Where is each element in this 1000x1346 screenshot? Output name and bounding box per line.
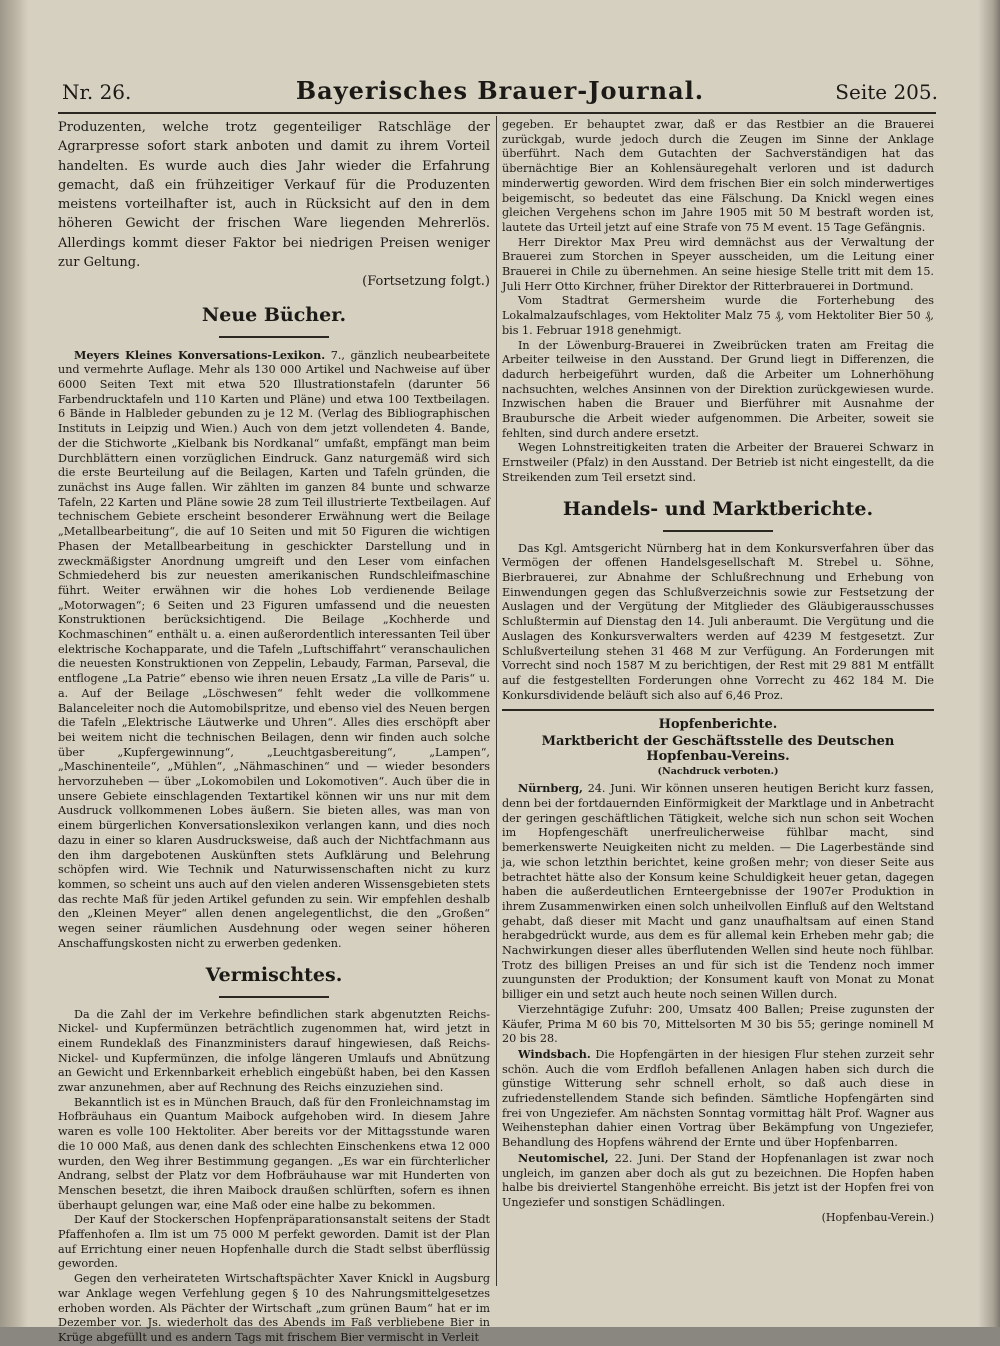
section-title-misc: Vermischtes. [205, 963, 343, 986]
report-place: Neutomischel, [518, 1150, 609, 1165]
continued-note: (Fortsetzung folgt.) [362, 274, 490, 290]
column-divider [496, 116, 497, 1286]
report-text: Die Hopfengärten in der hiesigen Flur stehen zurzeit sehr schön. Auch die vom Erdfloh befallenen Anlagen haben sich durch die günstige Witterung sehr schnell erholt, so daß auch diese in zufriedenstellendem Stande sich befinden. Sämtliche Hopfengärten sind frei von Ungeziefer. Am nächsten Sonntag vormittag hält Prof. Wagner aus Weihenstephan dahier einen Vortrag über Bekämpfung von Ungeziefer, Behandlung des Hopfens während der Ernte und über Hopfenbarren. [502, 1047, 934, 1150]
news-paragraph: Wegen Lohnstreitigkeiten traten die Arbeiter der Brauerei Schwarz in Ernstweiler (Pfalz) in den Ausstand. Der Betrieb ist nicht eingestellt, da die Streikenden zum Teil ersetzt sind. [502, 441, 934, 484]
page-binding-shadow [0, 0, 28, 1327]
page-header [62, 74, 938, 106]
section-rule [663, 530, 773, 532]
reprint-note: (Nachdruck verboten.) [657, 766, 779, 778]
news-paragraph: Vom Stadtrat Germersheim wurde die Forterhebung des Lokalmalzaufschlages, vom Hektoliter Malz 75 ₰, vom Hektoliter Bier 50 ₰, bis 1. Februar 1918 genehmigt. [502, 294, 934, 337]
report-place: Nürnberg, [518, 781, 583, 796]
trade-paragraph: Das Kgl. Amtsgericht Nürnberg hat in dem Konkursverfahren über das Vermögen der offenen Handelsgesellschaft M. Strebel u. Söhne, Bierbrauerei, zur Abnahme der Schlußrechnung und Erhebung von Einwendungen gegen das Schlußverzeichnis sowie zur Festsetzung der Auslagen und der Vergütung der Mitglieder des Gläubigerausschusses Schlußtermin auf Dienstag den 14. Juli anberaumt. Die Vergütung und die Auslagen des Konkursverwalters werden auf 4239 M festgesetzt. Zur Schlußverteilung stehen 31 468 M zur Verfügung. An Forderungen mit Vorrecht sind noch 1587 M zu berichtigen, der Rest mit 29 881 M entfällt auf die festgestellten Forderungen ohne Vorrecht zu 462 184 M. Die Konkursdividende beläuft sich also auf 6,46 Proz. [502, 541, 934, 702]
section-rule [219, 336, 329, 338]
header-rule [58, 112, 936, 114]
signature: (Hopfenbau-Verein.) [821, 1210, 934, 1224]
hops-subtitle: Marktbericht der Geschäftsstelle des Deutschen Hopfenbau-Vereins. [541, 734, 895, 765]
misc-paragraph: Da die Zahl der im Verkehre befindlichen stark abgenutzten Reichs-Nickel- und Kupfermünzen beträchtlich zugenommen hat, wird jetzt in einem Rundeklaß des Finanzministers darauf hingewiesen, daß Reichs-Nickel- und Kupfermünzen, die infolge längeren Umlaufs und Abnützung an Gewicht und Erkennbarkeit erheblich eingebüßt haben, bei den Kassen zwar anzunehmen, aber auf Rechnung des Reichs einzuziehen sind. [58, 1007, 490, 1095]
misc-paragraph: Gegen den verheirateten Wirtschaftspächter Xaver Knickl in Augsburg war Anklage wegen Verfehlung gegen § 10 des Nahrungsmittelgesetzes erhoben worden. Als Pächter der Wirtschaft „zum grünen Baum“ hat er im Dezember vor. Js. wiederholt das des Abends im Faß verbliebene Bier in Krüge abgefüllt und es andern Tags mit frischem Bier vermischt in Verleit [58, 1272, 490, 1344]
report-text: 24. Juni. Wir können unseren heutigen Bericht kurz fassen, denn bei der fortdauernden Einförmigkeit der Marktlage und in Anbetracht der geringen geschäftlichen Tätigkeit, welche sich nun schon seit Wochen im Hopfengeschäft unerfreulicherweise fühlbar macht, sind bemerkenswerte Neuigkeiten nicht zu melden. — Die Lagerbestände sind ja, wie schon letzthin berichtet, keine großen mehr; von dieser Seite aus betrachtet hätte also der Konsum keine Schuldigkeit heuer getan, dagegen haben die außerdeutlichen Ernteergebnisse der 1907er Produktion in ihrem Zusammenwirken einen solch unheilvollen Einfluß auf den Weltstand gehabt, daß dieser mit Macht und ganz unaufhaltsam auf einen Stand herabgedrückt wurde, aus dem es für allemal kein Erheben mehr gab; die Nachwirkungen dieser alles überflutenden Wellen sind heute noch fühlbar. Trotz des billigen Preises an und für sich ist die Tendenz noch immer zuungunsten der Produktion; der Konsument kauft von Monat zu Monat billiger ein und setzt auch heute noch seinen Willen durch. [502, 782, 934, 1002]
report-paragraph [502, 1151, 934, 1211]
page-edge-shadow [978, 0, 1000, 1327]
section-title-trade: Handels- und Marktberichte. [562, 497, 874, 520]
news-paragraph: In der Löwenburg-Brauerei in Zweibrücken traten am Freitag die Arbeiter teilweise in den Ausstand. Der Grund liegt in Differenzen, die dadurch herbeigeführt wurden, daß die Arbeiter um Lohnerhöhung nachsuchten, welches Ansinnen von der Direktion zurückgewiesen wurde. Inzwischen haben die Brauer und Bierführer mit Ausnahme der Braubursche die Arbeit wieder aufgenommen. Die Arbeiter, soweit sie fehlten, sind durch andere ersetzt. [502, 338, 934, 440]
report-paragraph [502, 781, 934, 1003]
issue-number: Nr. 26. [62, 80, 132, 104]
misc-paragraph: Bekanntlich ist es in München Brauch, daß für den Fronleichnamstag im Hofbräuhaus ein Quantum Maibock aufgehoben wird. In diesem Jahre waren es volle 100 Hektoliter. Aber bereits vor der Mittagsstunde waren die 10 000 Maß, aus denen dank des schlechten Einschenkens etwa 12 000 wurden, den Weg ihrer Bestimmung gegangen. „Es war ein fürchterlicher Andrang, selbst der Platz vor dem Hofbräuhause war mit Hunderten von Menschen besetzt, die ihren Maibock draußen schlürften, sofern es ihnen überhaupt gelungen war, eine Maß oder eine halbe zu bekommen. [58, 1095, 490, 1212]
journal-title: Bayerisches Brauer-Journal. [295, 76, 705, 105]
right-column [502, 118, 934, 1225]
page-number: Seite 205. [835, 80, 938, 104]
misc-paragraph: Der Kauf der Stockerschen Hopfenpräparationsanstalt seitens der Stadt Pfaffenhofen a. Ilm ist um 75 000 M perfekt geworden. Damit ist der Plan auf Errichtung einer neuen Hopfenhalle durch die Stadt selbst überflüssig geworden. [58, 1213, 490, 1271]
news-paragraph: gegeben. Er behauptet zwar, daß er das Restbier an die Brauerei zurückgab, wurde jedoch durch die Zeugen im Sinne der Anklage überführt. Nach dem Gutachten der Sachverständigen hat das übernächtige Bier an Kohlensäuregehalt verloren und ist dadurch minderwertig geworden. Wird dem frischen Bier ein solch minderwertiges beigemischt, so bedeutet das eine Fälschung. Da Knickl wegen eines gleichen Vergehens schon im Jahre 1905 mit 50 M bestraft worden ist, lautete das Urteil jetzt auf eine Strafe von 75 M event. 15 Tage Gefängnis. [502, 118, 934, 234]
book-review-paragraph [58, 348, 490, 952]
report-paragraph [502, 1047, 934, 1151]
section-divider [502, 709, 934, 711]
report-place: Windsbach. [518, 1046, 591, 1061]
section-title-hops: Hopfenberichte. [658, 717, 778, 733]
intro-paragraph: Produzenten, welche trotz gegenteiliger Ratschläge der Agrarpresse sofort stark anboten und damit zu ihrem Vorteil handelten. Es wurde auch dies Jahr wieder die Erfahrung gemacht, daß ein frühzeitiger Verkauf für die Produzenten meistens vorteilhafter ist, auch in Rücksicht auf den in dem höheren Gewicht der frischen Ware liegenden Mehrerlös. Allerdings kommt dieser Faktor bei niedrigen Preisen weniger zur Geltung. [58, 120, 490, 271]
report-text: 22. Juni. Der Stand der Hopfenanlagen ist zwar noch ungleich, im ganzen aber doch als gut zu bezeichnen. Die Hopfen haben halbe bis dreiviertel Stangenhöhe erreicht. Bis jetzt ist der Hopfen frei von Ungeziefer und sonstigen Schädlingen. [502, 1151, 935, 1209]
news-paragraph: Herr Direktor Max Preu wird demnächst aus der Verwaltung der Brauerei zum Storchen in Speyer ausscheiden, um die Leitung einer Brauerei in Chile zu übernehmen. An seine hiesige Stelle tritt mit dem 15. Juli Herr Otto Kirchner, früher Direktor der Ritterbrauerei in Dortmund. [502, 235, 934, 293]
book-review-text: 7., gänzlich neubearbeitete und vermehrte Auflage. Mehr als 130 000 Artikel und Nachweise auf über 6000 Seiten Text mit etwa 520 Illustrationstafeln (darunter 56 Farbendrucktafeln und 110 Karten und Pläne) und etwa 100 Textbeilagen. 6 Bände in Halbleder gebunden zu je 12 M. (Verlag des Bibliographischen Instituts in Leipzig und Wien.) Auch von dem jetzt vollendeten 4. Bande, der die Stichworte „Kielbank bis Nordkanal“ umfaßt, empfängt man beim Durchblättern einen vorzüglichen Eindruck. Ganz naturgemäß wird sich die erste Beurteilung auf die Beilagen, Karten und Tafeln gründen, die zunächst ins Auge fallen. Wir zählten im ganzen 84 bunte und schwarze Tafeln, 22 Karten und Pläne sowie 28 zum Teil illustrierte Textbeilagen. Auf technischem Gebiete erscheint besonderer Erwähnung wert die Beilage „Metallbearbeitung“, die auf 10 Seiten und mit 50 Figuren die wichtigen Phasen der Metallbearbeitung in geschickter Darstellung und in zweckmäßigster Anordnung umgreift und den Leser vom einfachen Schmiedeherd bis zur neuesten amerikanischen Rundschleifmaschine führt. Weiter erwähnen wir die hohes Lob verdienende Beilage „Motorwagen“; 6 Seiten und 23 Figuren umfassend und die neuesten Konstruktionen berücksichtigend. Die Beilage „Kochherde und Kochmaschinen“ enthält u. a. einen außerordentlich interessanten Teil über elektrische Kochapparate, und die Tafeln „Luftschiffahrt“ veranschaulichen die neuesten Konstruktionen von Zeppelin, Lebaudy, Farman, Parseval, die entflogene „La Patrie“ ebenso wie ihren neuen Ersatz „La ville de Paris“ u. a. Auf der Beilage „Löschwesen“ fehlt weder die vollkommene Balanceleiter noch die Automobilspritze, und ebenso viel des Neuen bergen die Tafeln „Elektrische Läutwerke und Uhren“. Alles dies erschöpft aber bei weitem nicht die technischen Beilagen, denn wir finden auch solche über „Kupfergewinnung“, „Leuchtgasbereitung“, „Lampen“, „Maschinenteile“, „Mühlen“, „Nähmaschinen“ und — wieder besonders hervorzuheben — über „Lokomobilen und Lokomotiven“. Auch über die in unsere Gebiete einschlagenden Textartikel können wir uns nur mit dem Ausdruck vollkommenen Lobes äußern. Sie bieten alles, was man von einem bürgerlichen Konversationslexikon verlangen kann, und dies noch dazu in einer so klaren Ausdrucksweise, daß auch der Nichtfachmann aus den ihm dargebotenen Auskünften stets Aufklärung und Belehrung schöpfen wird. Wie Technik und Naturwissenschaften nicht zu kurz kommen, so scheint uns auch auf den vielen anderen Wissensgebieten stets das rechte Maß für jeden Artikel gefunden zu sein. Wir empfehlen deshalb den „Kleinen Meyer“ allen denen angelegentlichst, die den „Großen“ wegen seiner räumlichen Ausdehnung oder wegen seiner höheren Anschaffungskosten nicht zu erwerben gedenken. [58, 348, 490, 950]
section-rule [219, 996, 329, 998]
book-title: Meyers Kleines Konversations-Lexikon. [74, 347, 326, 362]
report-paragraph: Vierzehntägige Zufuhr: 200, Umsatz 400 Ballen; Preise zugunsten der Käufer, Prima M 60 bis 70, Mittelsorten M 30 bis 55; geringe nominell M 20 bis 28. [502, 1002, 934, 1046]
left-column [58, 118, 490, 1346]
section-title-books: Neue Bücher. [201, 303, 347, 326]
